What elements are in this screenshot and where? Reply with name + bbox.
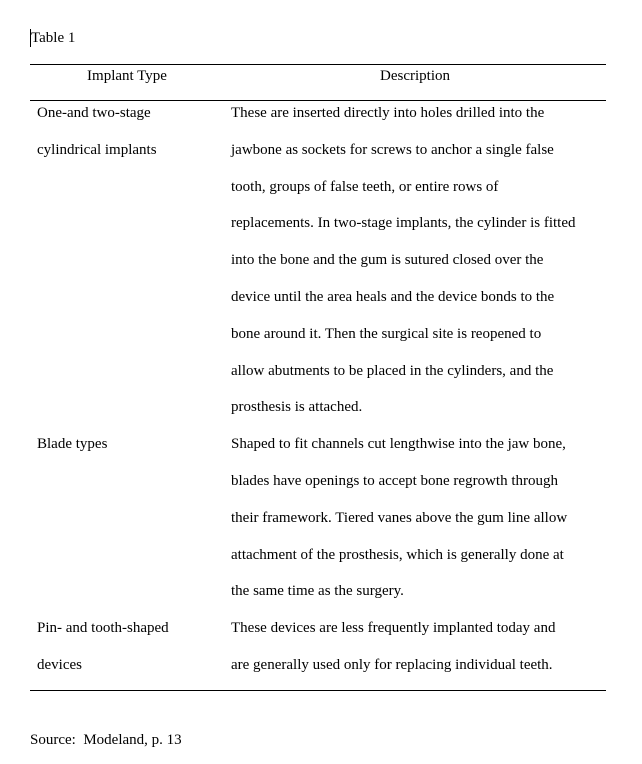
table-bottom-rule	[30, 690, 606, 691]
implant-type-cell: One-and two-stage cylindrical implants	[37, 105, 157, 158]
source-citation: Source: Modeland, p. 13	[30, 732, 182, 748]
description-cell: These are inserted directly into holes drilled into the jawbone as sockets for screws to anchor a single false tooth, groups of false teeth, or entire rows of replacements. In two-stage implants, the cylinder is fitted into the bone and the gum is sutured closed over the device until the area heals and the device bonds to the bone around it. Then the surgical site is reopened to allow abutments to be placed in the cylinders, and the prosthesis is attached.	[231, 105, 576, 416]
description-cell: These devices are less frequently implanted today and are generally used only for replacing individual teeth.	[231, 620, 556, 673]
header-description: Description	[380, 68, 450, 84]
table-row	[30, 426, 606, 610]
table-row	[30, 610, 606, 684]
table-top-rule	[30, 64, 606, 65]
table-body	[30, 95, 606, 684]
implant-type-cell: Blade types	[37, 436, 108, 453]
table-title: Table 1	[31, 30, 76, 46]
header-implant-type: Implant Type	[87, 68, 167, 84]
description-cell: Shaped to fit channels cut lengthwise into the jaw bone, blades have openings to accept bone regrowth through their framework. Tiered vanes above the gum line allow attachment of the prosthesis, which is generally done at the same time as the surgery.	[231, 436, 568, 600]
implant-type-cell: Pin- and tooth-shaped devices	[37, 620, 169, 673]
table-row	[30, 95, 606, 426]
